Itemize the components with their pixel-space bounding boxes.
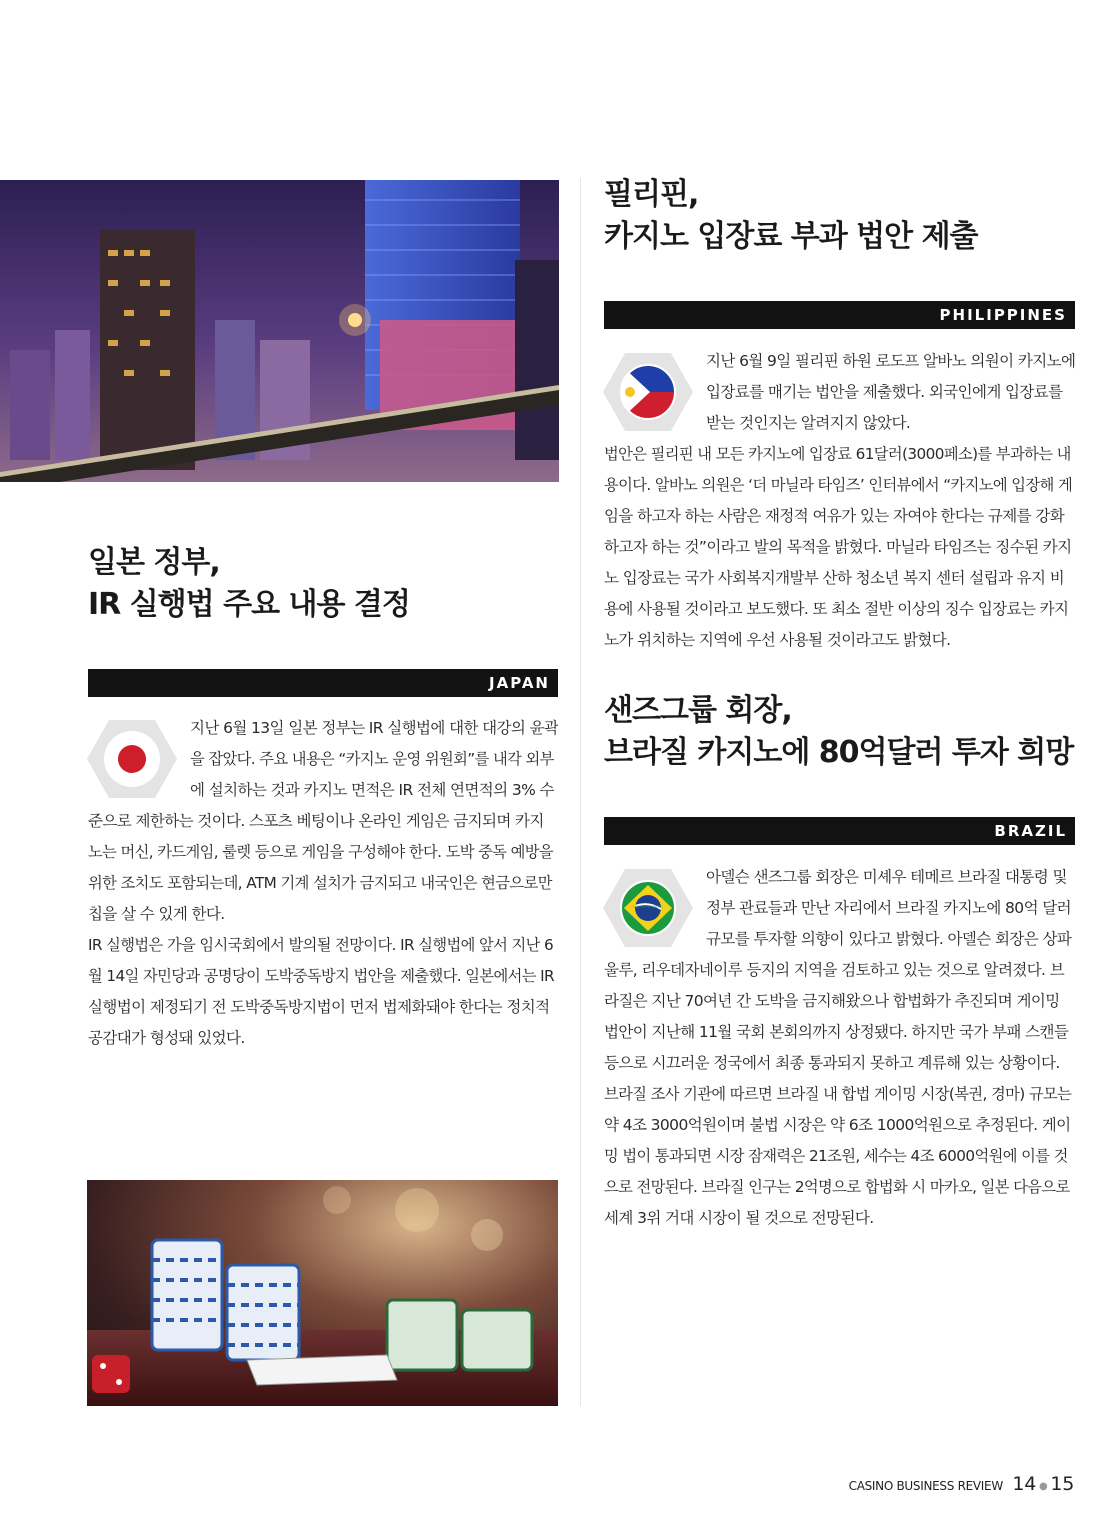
casino-chips-illustration bbox=[87, 1180, 558, 1406]
philippines-body-line: 노가 위치하는 지역에 우선 사용될 것이라고도 밝혔다. bbox=[604, 631, 951, 649]
brazil-body-line: 밍 법이 통과되면 시장 잠재력은 21조원, 세수는 4조 6000억원에 이를 것 bbox=[604, 1147, 1068, 1165]
column-divider bbox=[580, 178, 581, 1406]
city-skyline-photo bbox=[0, 180, 559, 482]
japan-headline-line-2: IR 실행법 주요 내용 결정 bbox=[88, 587, 410, 622]
japan-body-line: IR 실행법은 가을 임시국회에서 발의될 전망이다. IR 실행법에 앞서 지난 6 bbox=[88, 936, 554, 954]
brazil-country-bar bbox=[604, 817, 1075, 845]
philippines-body-line: 임을 하고자 하는 사람은 재정적 여유가 있는 자여야 한다는 규제를 강화 bbox=[604, 507, 1065, 525]
japan-intro-line: 을 잡았다. 주요 내용은 “카지노 운영 위원회”를 내각 외부 bbox=[190, 750, 554, 768]
brazil-flag-icon bbox=[602, 867, 694, 949]
japan-body-text bbox=[88, 806, 558, 1054]
japan-body-line: 노는 머신, 카드게임, 룰렛 등으로 게임을 구성해야 한다. 도박 중독 예방을 bbox=[88, 843, 554, 861]
brazil-body-line: 라질은 지난 70여년 간 도박을 금지해왔으나 합법화가 추진되며 게이밍 bbox=[604, 992, 1060, 1010]
brazil-body-line: 으로 전망된다. 브라질 인구는 2억명으로 합법화 시 마카오, 일본 다음으로 bbox=[604, 1178, 1070, 1196]
japan-body-line: 준으로 제한하는 것이다. 스포츠 베팅이나 온라인 게임은 금지되며 카지 bbox=[88, 812, 544, 830]
brazil-headline bbox=[604, 690, 1073, 774]
japan-body-line: 실행법이 제정되기 전 도박중독방지법이 먼저 법제화돼야 한다는 정치적 bbox=[88, 998, 550, 1016]
brazil-intro-line: 아델슨 샌즈그룹 회장은 미셰우 테메르 브라질 대통령 및 bbox=[706, 868, 1067, 886]
japan-body-line: 공감대가 형성돼 있었다. bbox=[88, 1029, 245, 1047]
philippines-intro-line: 지난 6월 9일 필리핀 하원 로도프 알바노 의원이 카지노에 bbox=[706, 352, 1075, 370]
japan-body-line: 칩을 살 수 있게 한다. bbox=[88, 905, 225, 923]
japan-country-bar bbox=[88, 669, 558, 697]
brazil-flag-motto: ORDEM E PROGRESSO bbox=[633, 905, 663, 909]
page-footer bbox=[849, 1473, 1074, 1495]
brazil-body-line: 약 4조 3000억원이며 불법 시장은 약 6조 1000억원으로 추정된다. 게이 bbox=[604, 1116, 1071, 1134]
brazil-body-line: 세계 3위 거대 시장이 될 것으로 전망된다. bbox=[604, 1209, 874, 1227]
brazil-body-line: 브라질 조사 기관에 따르면 브라질 내 합법 게이밍 시장(복권, 경마) 규모는 bbox=[604, 1085, 1072, 1103]
japan-body-line: 월 14일 자민당과 공명당이 도박중독방지 법안을 제출했다. 일본에서는 IR bbox=[88, 967, 555, 985]
philippines-body-text bbox=[604, 439, 1075, 656]
philippines-headline-line-1: 필리핀, bbox=[604, 177, 699, 212]
brazil-intro-text bbox=[706, 862, 1075, 955]
philippines-country-bar bbox=[604, 301, 1075, 329]
philippines-intro-text bbox=[706, 346, 1075, 439]
japan-intro-text bbox=[190, 713, 558, 806]
japan-headline bbox=[88, 542, 410, 626]
brazil-body-line: 울루, 리우데자네이루 등지의 지역을 검토하고 있는 것으로 알려졌다. 브 bbox=[604, 961, 1065, 979]
brazil-country-label: BRAZIL bbox=[994, 822, 1067, 840]
japan-intro-line: 에 설치하는 것과 카지노 면적은 IR 전체 연면적의 3% 수 bbox=[190, 781, 554, 799]
philippines-body-line: 법안은 필리핀 내 모든 카지노에 입장료 61달러(3000페소)를 부과하는 내 bbox=[604, 445, 1071, 463]
city-skyline-illustration bbox=[0, 180, 559, 482]
brazil-body-line: 등으로 시끄러운 정국에서 최종 통과되지 못하고 계류해 있는 상황이다. bbox=[604, 1054, 1060, 1072]
philippines-flag-icon bbox=[602, 351, 694, 433]
japan-headline-line-1: 일본 정부, bbox=[88, 545, 220, 580]
brazil-intro-line: 정부 관료들과 만난 자리에서 브라질 카지노에 80억 달러 bbox=[706, 899, 1072, 917]
philippines-headline bbox=[604, 174, 978, 258]
casino-chips-photo bbox=[87, 1180, 558, 1406]
japan-body-line: 위한 조치도 포함되는데, ATM 기계 설치가 금지되고 내국인은 현금으로만 bbox=[88, 874, 552, 892]
philippines-country-label: PHILIPPINES bbox=[939, 306, 1067, 324]
philippines-body-line: 노 입장료는 국가 사회복지개발부 산하 청소년 복지 센터 설립과 유지 비 bbox=[604, 569, 1065, 587]
philippines-body-line: 용이다. 알바노 의원은 ‘더 마닐라 타임즈’ 인터뷰에서 “카지노에 입장해 게 bbox=[604, 476, 1073, 494]
page-number-left: 14 bbox=[1012, 1473, 1036, 1495]
japan-flag-icon bbox=[86, 718, 178, 800]
japan-intro-line: 지난 6월 13일 일본 정부는 IR 실행법에 대한 대강의 윤곽 bbox=[190, 719, 558, 737]
page-separator-dot: ● bbox=[1038, 1481, 1048, 1492]
philippines-body-line: 하고자 하는 것”이라고 발의 목적을 밝혔다. 마닐라 타임즈는 징수된 카지 bbox=[604, 538, 1072, 556]
philippines-intro-line: 입장료를 매기는 법안을 제출했다. 외국인에게 입장료를 bbox=[706, 383, 1063, 401]
page-number-right: 15 bbox=[1050, 1473, 1074, 1495]
japan-country-label: JAPAN bbox=[489, 674, 550, 692]
brazil-body-text bbox=[604, 955, 1075, 1234]
brazil-intro-line: 규모를 투자할 의향이 있다고 밝혔다. 아델슨 회장은 상파 bbox=[706, 930, 1072, 948]
philippines-headline-line-2: 카지노 입장료 부과 법안 제출 bbox=[604, 219, 978, 254]
brazil-body-line: 법안이 지난해 11월 국회 본회의까지 상정됐다. 하지만 국가 부패 스캔들 bbox=[604, 1023, 1069, 1041]
brazil-headline-line-1: 샌즈그룹 회장, bbox=[604, 693, 792, 728]
philippines-body-line: 용에 사용될 것이라고 보도했다. 또 최소 절반 이상의 징수 입장료는 카지 bbox=[604, 600, 1069, 618]
brazil-headline-line-2: 브라질 카지노에 80억달러 투자 희망 bbox=[604, 735, 1074, 770]
philippines-intro-line: 받는 것인지는 알려지지 않았다. bbox=[706, 414, 911, 432]
magazine-name: CASINO BUSINESS REVIEW bbox=[848, 1479, 1003, 1493]
